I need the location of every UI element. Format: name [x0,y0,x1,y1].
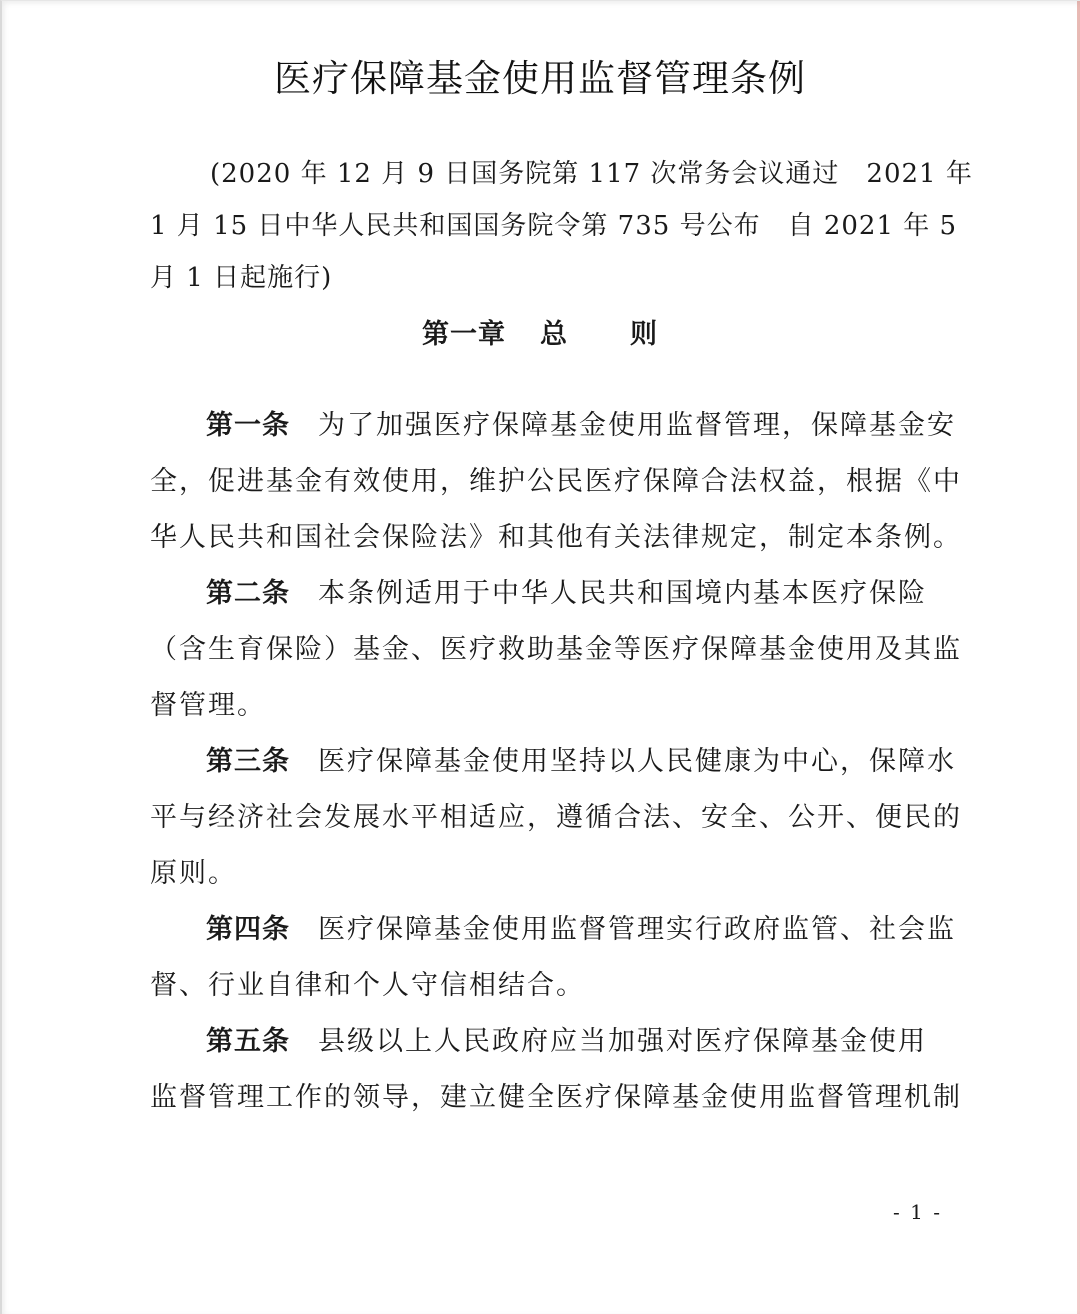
promulgation-line: 1 月 15 日中华人民共和国国务院令第 735 号公布 自 2021 年 5 [150,211,958,241]
article-text-line: 本条例适用于中华人民共和国境内基本医疗保险 [318,578,927,609]
article-2 [150,566,962,734]
article-text-line: 县级以上人民政府应当加强对医疗保障基金使用 [318,1026,927,1057]
article-label: 第二条 [206,578,290,609]
promulgation-line: 月 1 日起施行) [150,263,333,293]
page-number: - 1 - [893,1200,942,1224]
article-text-line: 医疗保障基金使用坚持以人民健康为中心，保障水 [318,746,956,777]
article-1 [150,398,962,566]
chapter-number: 第一章 [422,319,506,350]
article-label: 第一条 [206,410,290,441]
article-text-line: 为了加强医疗保障基金使用监督管理，保障基金安 [318,410,956,441]
article-text-line: 全，促进基金有效使用，维护公民医疗保障合法权益，根据《中 [150,466,962,497]
article-text-line: 医疗保障基金使用监督管理实行政府监管、社会监 [318,914,956,945]
chapter-title-part: 则 [630,319,658,350]
article-label: 第四条 [206,914,290,945]
article-label: 第五条 [206,1026,290,1057]
chapter-title-part: 总 [540,319,568,350]
article-4 [150,902,956,1014]
article-label: 第三条 [206,746,290,777]
article-text-line: 原则。 [150,858,237,889]
article-text-line: 督、行业自律和个人守信相结合。 [150,970,585,1001]
article-text-line: 华人民共和国社会保险法》和其他有关法律规定，制定本条例。 [150,522,962,553]
article-text-line: 督管理。 [150,690,266,721]
article-text-line: 监督管理工作的领导，建立健全医疗保障基金使用监督管理机制 [150,1082,962,1113]
promulgation-line: (2020 年 12 月 9 日国务院第 117 次常务会议通过 2021 年 [210,159,973,189]
article-3 [150,734,962,902]
chapter-heading [0,312,1080,351]
document-title: 医疗保障基金使用监督管理条例 [274,57,806,100]
article-text-line: 平与经济社会发展水平相适应，遵循合法、安全、公开、便民的 [150,802,962,833]
article-5 [150,1014,962,1126]
article-text-line: （含生育保险）基金、医疗救助基金等医疗保障基金使用及其监 [150,634,962,665]
promulgation-note [150,148,973,304]
